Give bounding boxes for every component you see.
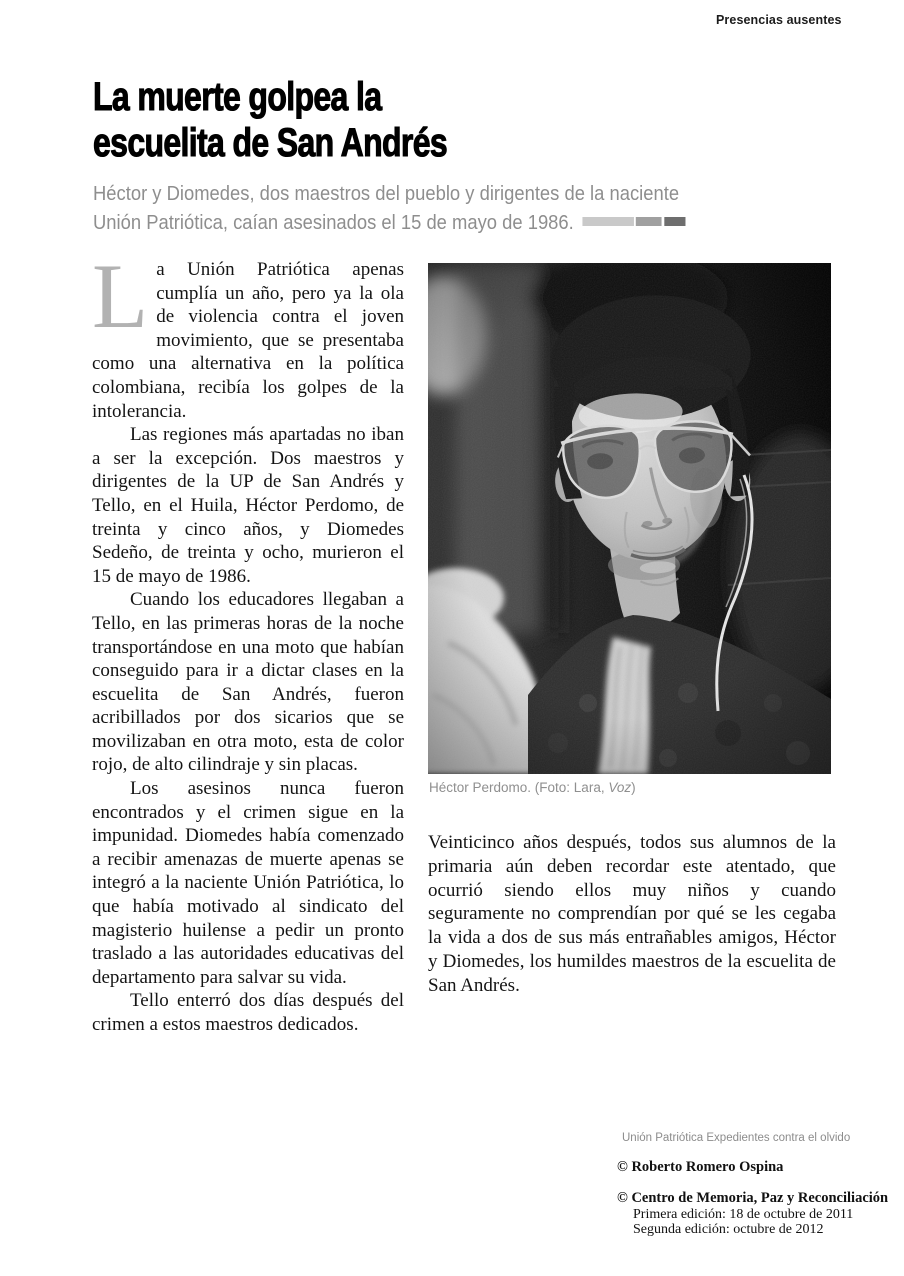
article-subtitle	[93, 180, 685, 237]
running-header: Presencias ausentes	[716, 13, 842, 27]
decorative-bar-medium	[635, 217, 661, 226]
photo-caption-italic: Voz	[608, 780, 632, 795]
vignette-overlay	[428, 263, 831, 774]
decorative-bar-light	[582, 217, 634, 226]
article-title-line1: La muerte golpea la	[93, 75, 382, 119]
article-body-left-column	[92, 245, 404, 1037]
paragraph-1	[92, 245, 404, 423]
article-subtitle-line2	[93, 209, 685, 238]
photo-caption-suffix: )	[631, 780, 636, 795]
photo-hector-perdomo-illustration	[428, 263, 831, 774]
article-title	[93, 74, 447, 166]
photo-caption-prefix: Héctor Perdomo. (Foto: Lara,	[429, 780, 609, 795]
footer-copyright-author: © Roberto Romero Ospina	[617, 1159, 784, 1175]
footer-second-edition: Segunda edición: octubre de 2012	[633, 1222, 824, 1237]
article-body-right-column	[428, 831, 836, 998]
article-subtitle-line1: Héctor y Diomedes, dos maestros del pueblo y dirigentes de la naciente	[93, 183, 680, 205]
footer-first-edition: Primera edición: 18 de octubre de 2011	[633, 1206, 854, 1222]
photo-hector-perdomo	[428, 263, 831, 774]
article-subtitle-line2-text: Unión Patriótica, caían asesinados el 15 de mayo de 1986.	[93, 211, 574, 234]
decorative-bar-dark	[664, 217, 685, 226]
footer-copyright-block	[617, 1191, 888, 1238]
paragraph-5: Tello enterró dos días después del crimen a estos maestros dedicados.	[92, 990, 404, 1035]
article-title-line2: escuelita de San Andrés	[93, 121, 448, 165]
photo-caption	[429, 780, 636, 795]
paragraph-2: Las regiones más apartadas no iban a ser la excepción. Dos maestros y dirigentes de la UP de San Andrés y Tello, en el Huila, Héctor Perdomo, de treinta y cinco años, y Diomedes Sedeño, de treinta y ocho, murieron el 15 de mayo de 1986.	[92, 424, 404, 587]
footer-series-line: Unión Patriótica Expedientes contra el olvido	[622, 1132, 851, 1144]
paragraph-3: Cuando los educadores llegaban a Tello, en las primeras horas de la noche transportándose en una moto que habían conseguido para ir a dictar clases en la escuelita de San Andrés, fueron acribillados por dos sicarios que se movilizaban en otra moto, esta de color rojo, de alto cilindraje y sin placas.	[92, 589, 404, 776]
drop-cap: L	[92, 245, 149, 347]
footer-copyright-center-line: © Centro de Memoria, Paz y Reconciliación	[617, 1190, 889, 1206]
paragraph-6: Veinticinco años después, todos sus alumnos de la primaria aún deben recordar este atentado, que ocurrió siendo ellos muy niños y cuando seguramente no comprendían por qué se les cegaba la vida a dos de sus más entrañables amigos, Héctor y Diomedes, los humildes maestros de la escuelita de San Andrés.	[428, 832, 836, 996]
paragraph-1-text: a Unión Patriótica apenas cumplía un año, pero ya la ola de violencia contra el joven movimiento, que se presentaba como una alternativa en la política colombiana, recibía los golpes de la intolerancia.	[92, 259, 404, 422]
paragraph-4: Los asesinos nunca fueron encontrados y el crimen sigue en la impunidad. Diomedes había comenzado a recibir amenazas de muerte apenas se integró a la naciente Unión Patriótica, lo que había motivado al sindicato del magisterio huilense a pedir un pronto traslado a las autoridades educativas del departamento para salvar su vida.	[92, 778, 404, 988]
